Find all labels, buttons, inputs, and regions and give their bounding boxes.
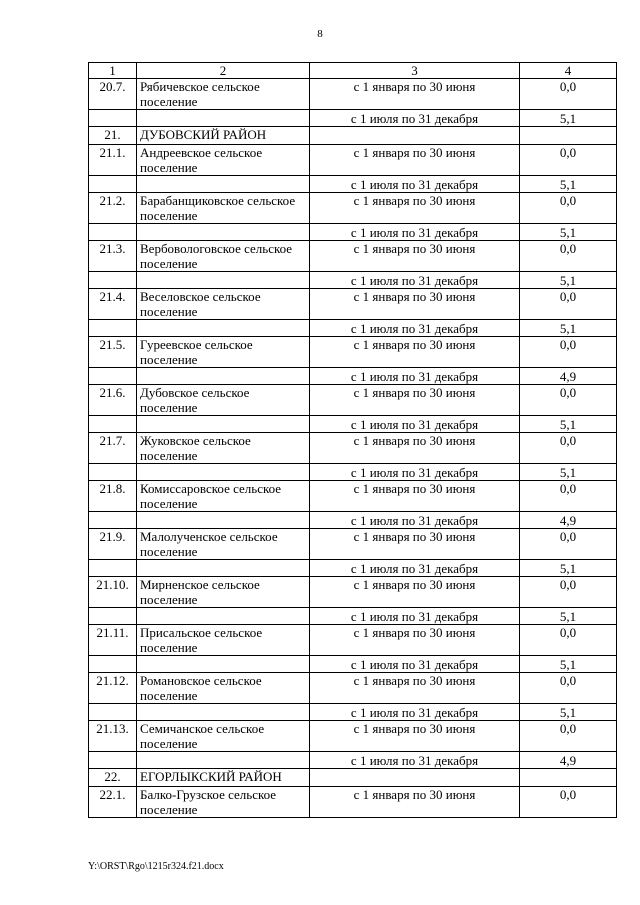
table-body [89, 79, 617, 818]
period-cell: с 1 января по 30 июня [310, 145, 520, 176]
settlement-name-cell: Жуковское сельское поселение [137, 433, 310, 464]
page-number: 8 [317, 28, 323, 40]
column-header-4: 4 [520, 63, 617, 79]
settlement-name-cell [137, 176, 310, 193]
period-row [89, 608, 617, 625]
settlement-name-cell [137, 704, 310, 721]
period-cell: с 1 июля по 31 декабря [310, 176, 520, 193]
value-cell: 4,9 [520, 368, 617, 385]
period-row [89, 224, 617, 241]
value-cell: 5,1 [520, 704, 617, 721]
row-number-cell: 21.11. [89, 625, 137, 656]
row-number-cell [89, 560, 137, 577]
settlement-name-cell: Малолученское сельское поселение [137, 529, 310, 560]
value-cell: 0,0 [520, 529, 617, 560]
row-number-cell [89, 512, 137, 529]
period-row [89, 704, 617, 721]
district-row [89, 127, 617, 145]
row-number-cell: 21.10. [89, 577, 137, 608]
period-cell: с 1 января по 30 июня [310, 193, 520, 224]
period-cell: с 1 июля по 31 декабря [310, 752, 520, 769]
period-cell: с 1 июля по 31 декабря [310, 110, 520, 127]
row-number-cell: 21.1. [89, 145, 137, 176]
table-row [89, 337, 617, 368]
value-cell: 5,1 [520, 416, 617, 433]
row-number-cell [89, 752, 137, 769]
table-row [89, 193, 617, 224]
settlement-name-cell [137, 110, 310, 127]
settlement-name-cell: Присальское сельское поселение [137, 625, 310, 656]
table-row [89, 721, 617, 752]
settlement-name-cell: Комиссаровское сельское поселение [137, 481, 310, 512]
period-cell: с 1 января по 30 июня [310, 787, 520, 818]
period-row [89, 272, 617, 289]
table-row [89, 241, 617, 272]
row-number-cell [89, 224, 137, 241]
settlement-name-cell: ЕГОРЛЫКСКИЙ РАЙОН [137, 769, 310, 787]
period-row [89, 176, 617, 193]
table-row [89, 481, 617, 512]
row-number-cell [89, 656, 137, 673]
value-cell: 5,1 [520, 176, 617, 193]
table-row [89, 529, 617, 560]
period-cell: с 1 января по 30 июня [310, 385, 520, 416]
row-number-cell: 20.7. [89, 79, 137, 110]
settlement-name-cell [137, 464, 310, 481]
row-number-cell: 21. [89, 127, 137, 145]
column-header-2: 2 [137, 63, 310, 79]
period-cell: с 1 июля по 31 декабря [310, 320, 520, 337]
settlement-name-cell: Мирненское сельское поселение [137, 577, 310, 608]
period-cell: с 1 января по 30 июня [310, 433, 520, 464]
period-row [89, 368, 617, 385]
value-cell: 0,0 [520, 337, 617, 368]
settlement-name-cell [137, 416, 310, 433]
table-row [89, 289, 617, 320]
period-cell: с 1 января по 30 июня [310, 79, 520, 110]
table-row [89, 673, 617, 704]
period-cell: с 1 июля по 31 декабря [310, 368, 520, 385]
period-cell: с 1 июля по 31 декабря [310, 272, 520, 289]
file-path-footer: Y:\ORST\Rgo\1215r324.f21.docx [88, 861, 224, 872]
period-cell: с 1 января по 30 июня [310, 673, 520, 704]
district-row [89, 769, 617, 787]
row-number-cell [89, 320, 137, 337]
settlement-name-cell [137, 560, 310, 577]
value-cell: 0,0 [520, 625, 617, 656]
period-row [89, 320, 617, 337]
period-cell: с 1 января по 30 июня [310, 481, 520, 512]
value-cell: 5,1 [520, 656, 617, 673]
value-cell: 5,1 [520, 464, 617, 481]
settlement-name-cell: Вербовологовское сельское поселение [137, 241, 310, 272]
row-number-cell: 21.6. [89, 385, 137, 416]
value-cell: 0,0 [520, 481, 617, 512]
value-cell: 5,1 [520, 110, 617, 127]
value-cell: 0,0 [520, 385, 617, 416]
value-cell: 5,1 [520, 224, 617, 241]
row-number-cell [89, 368, 137, 385]
period-row [89, 560, 617, 577]
row-number-cell [89, 110, 137, 127]
row-number-cell [89, 464, 137, 481]
row-number-cell [89, 176, 137, 193]
column-header-3: 3 [310, 63, 520, 79]
period-cell: с 1 января по 30 июня [310, 241, 520, 272]
settlement-name-cell: ДУБОВСКИЙ РАЙОН [137, 127, 310, 145]
settlement-name-cell [137, 224, 310, 241]
period-cell: с 1 июля по 31 декабря [310, 656, 520, 673]
period-row [89, 656, 617, 673]
row-number-cell [89, 608, 137, 625]
settlement-name-cell [137, 752, 310, 769]
value-cell: 4,9 [520, 512, 617, 529]
table-row [89, 577, 617, 608]
table-row [89, 145, 617, 176]
value-cell: 0,0 [520, 721, 617, 752]
row-number-cell [89, 704, 137, 721]
settlement-name-cell [137, 272, 310, 289]
row-number-cell: 21.7. [89, 433, 137, 464]
value-cell: 5,1 [520, 320, 617, 337]
row-number-cell: 22.1. [89, 787, 137, 818]
table-row [89, 385, 617, 416]
value-cell: 0,0 [520, 289, 617, 320]
value-cell: 5,1 [520, 608, 617, 625]
row-number-cell: 21.5. [89, 337, 137, 368]
value-cell: 0,0 [520, 241, 617, 272]
value-cell [520, 769, 617, 787]
period-cell: с 1 июля по 31 декабря [310, 704, 520, 721]
row-number-cell: 21.13. [89, 721, 137, 752]
value-cell: 0,0 [520, 193, 617, 224]
table-row [89, 79, 617, 110]
row-number-cell: 21.4. [89, 289, 137, 320]
value-cell: 5,1 [520, 560, 617, 577]
value-cell: 4,9 [520, 752, 617, 769]
value-cell: 0,0 [520, 79, 617, 110]
settlement-name-cell [137, 512, 310, 529]
settlement-name-cell: Барабанщиковское сельское поселение [137, 193, 310, 224]
period-cell: с 1 июля по 31 декабря [310, 608, 520, 625]
period-cell: с 1 января по 30 июня [310, 337, 520, 368]
period-cell: с 1 января по 30 июня [310, 289, 520, 320]
table-row [89, 625, 617, 656]
period-cell: с 1 января по 30 июня [310, 577, 520, 608]
period-cell: с 1 января по 30 июня [310, 721, 520, 752]
period-cell: с 1 января по 30 июня [310, 625, 520, 656]
value-cell [520, 127, 617, 145]
period-row [89, 752, 617, 769]
period-row [89, 416, 617, 433]
value-cell: 0,0 [520, 787, 617, 818]
settlement-name-cell [137, 656, 310, 673]
row-number-cell: 22. [89, 769, 137, 787]
settlement-name-cell: Дубовское сельское поселение [137, 385, 310, 416]
period-cell: с 1 июля по 31 декабря [310, 560, 520, 577]
period-cell: с 1 июля по 31 декабря [310, 224, 520, 241]
period-row [89, 464, 617, 481]
period-cell [310, 127, 520, 145]
settlement-name-cell: Веселовское сельское поселение [137, 289, 310, 320]
settlement-name-cell: Балко-Грузское сельское поселение [137, 787, 310, 818]
row-number-cell: 21.12. [89, 673, 137, 704]
column-header-1: 1 [89, 63, 137, 79]
settlement-name-cell: Гуреевское сельское поселение [137, 337, 310, 368]
settlement-name-cell: Рябичевское сельское поселение [137, 79, 310, 110]
settlement-name-cell: Семичанское сельское поселение [137, 721, 310, 752]
settlement-name-cell: Романовское сельское поселение [137, 673, 310, 704]
value-cell: 0,0 [520, 673, 617, 704]
row-number-cell: 21.2. [89, 193, 137, 224]
row-number-cell: 21.3. [89, 241, 137, 272]
settlement-name-cell: Андреевское сельское поселение [137, 145, 310, 176]
table-row [89, 787, 617, 818]
period-cell [310, 769, 520, 787]
tariff-table [88, 62, 617, 818]
row-number-cell [89, 272, 137, 289]
settlement-name-cell [137, 320, 310, 337]
period-cell: с 1 июля по 31 декабря [310, 464, 520, 481]
value-cell: 0,0 [520, 433, 617, 464]
value-cell: 5,1 [520, 272, 617, 289]
value-cell: 0,0 [520, 145, 617, 176]
period-cell: с 1 января по 30 июня [310, 529, 520, 560]
period-row [89, 110, 617, 127]
value-cell: 0,0 [520, 577, 617, 608]
settlement-name-cell [137, 368, 310, 385]
row-number-cell: 21.9. [89, 529, 137, 560]
settlement-name-cell [137, 608, 310, 625]
row-number-cell [89, 416, 137, 433]
table-row [89, 433, 617, 464]
column-number-row [89, 63, 617, 79]
period-cell: с 1 июля по 31 декабря [310, 512, 520, 529]
row-number-cell: 21.8. [89, 481, 137, 512]
period-row [89, 512, 617, 529]
period-cell: с 1 июля по 31 декабря [310, 416, 520, 433]
